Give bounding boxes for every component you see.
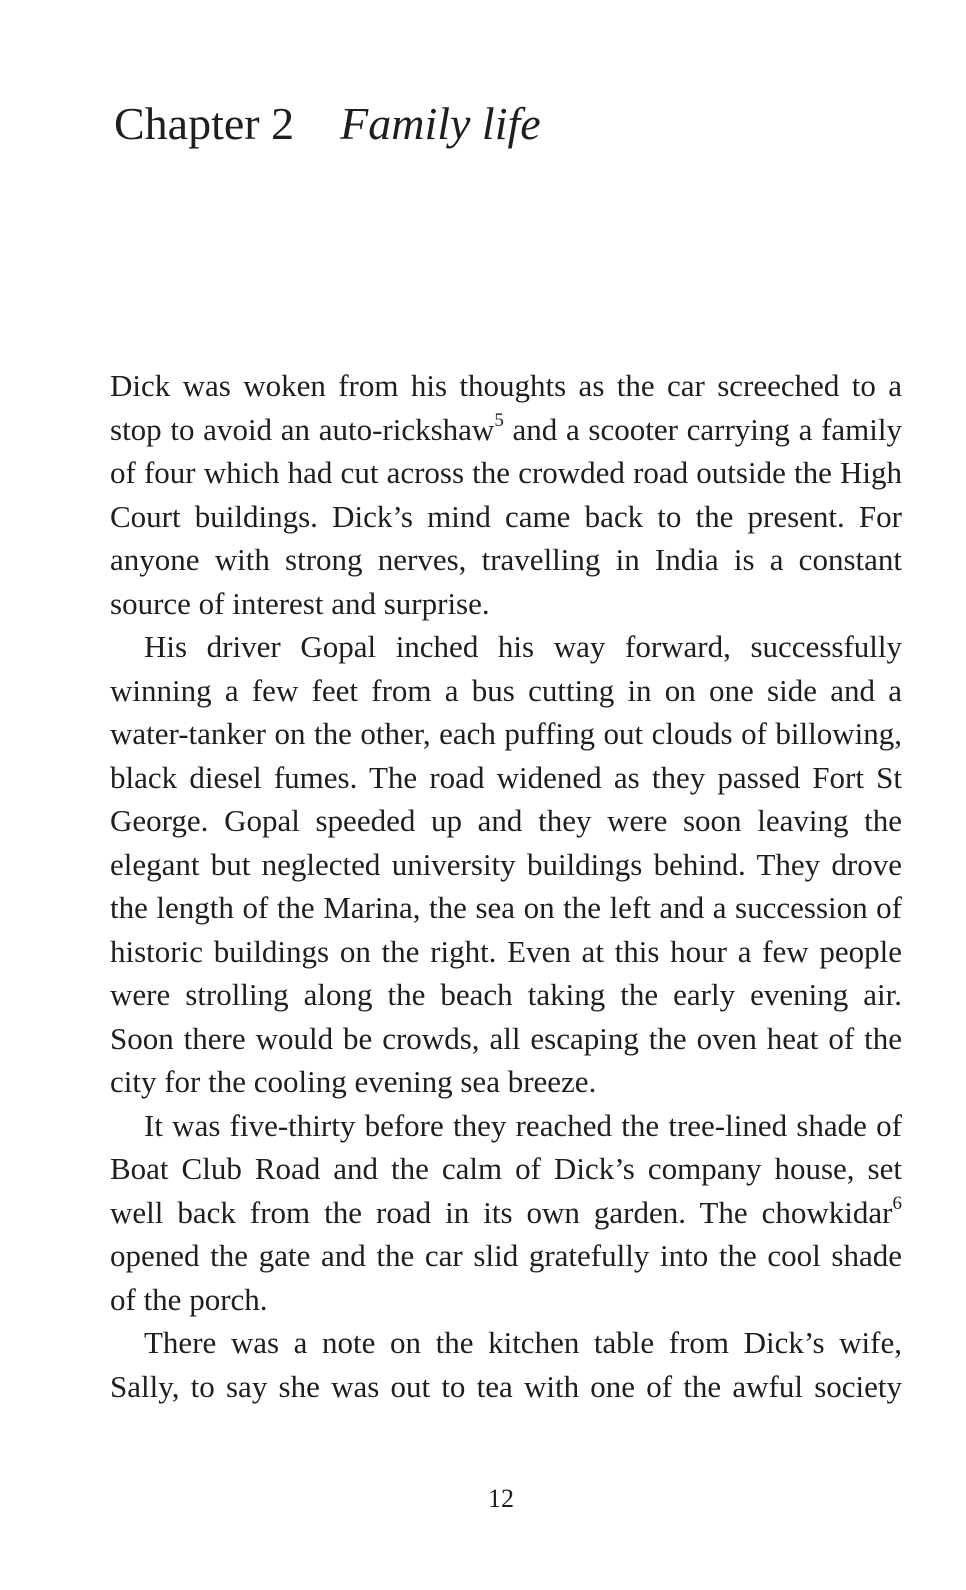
paragraph-2: His driver Gopal inched his way forward, successfully winning a few feet from a bus cutting in on one side and a water-tanker on the other, each puffing out clouds of billowing, black diesel fumes. The road widened as they passed Fort St George. Gopal speeded up and they were soon leaving the elegant but neglected university buildings behind. They drove the length of the Marina, the sea on the left and a succession of historic buildings on the right. Even at this hour a few people were strolling along the beach taking the early evening air. Soon there would be crowds, all escaping the oven heat of the city for the cooling evening sea breeze. — [110, 629, 902, 1099]
paragraph-3-text-b: opened the gate and the car slid gratefully into the cool shade of the porch. — [110, 1238, 902, 1317]
page-number: 12 — [488, 1484, 514, 1513]
chapter-heading — [114, 92, 541, 156]
paragraph-1-text-a: Dick was woken from his thoughts as the car screeched to a stop to avoid an auto-rickshaw — [110, 368, 902, 447]
paragraph-3 — [110, 1104, 902, 1322]
chapter-label: Chapter 2 — [114, 98, 295, 149]
paragraph-1-text-b: and a scooter carrying a family of four which had cut across the crowded road outside the High Court buildings. Dick’s mind came back to the present. For anyone with strong nerves, travelling in India is a constant source of interest and surprise. — [110, 411, 902, 621]
footnote-ref-6: 6 — [892, 1193, 902, 1215]
body-text — [110, 364, 902, 1408]
paragraph-4: There was a note on the kitchen table from Dick’s wife, Sally, to say she was out to tea with one of the awful society — [110, 1325, 902, 1404]
footnote-ref-5: 5 — [494, 410, 504, 432]
paragraph-1 — [110, 364, 902, 625]
chapter-title: Family life — [340, 98, 541, 149]
paragraph-3-text-a: It was five-thirty before they reached the tree-lined shade of Boat Club Road and the calm of Dick’s company house, set well back from the road in its own garden. The chowkidar — [110, 1107, 902, 1230]
